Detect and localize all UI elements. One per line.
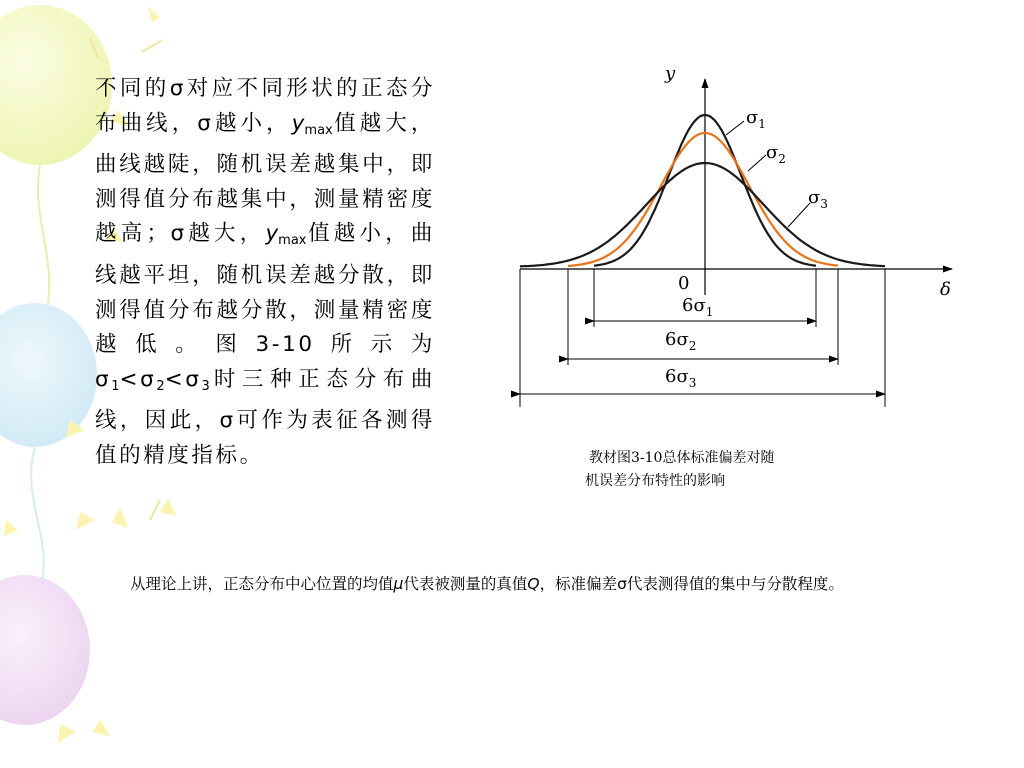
bottom-paragraph xyxy=(130,572,890,597)
leader-sigma-1 xyxy=(726,121,744,135)
label-6sigma-1: $6\sigma_1$ xyxy=(682,295,714,319)
balloon-pink xyxy=(0,575,90,725)
extension-lines xyxy=(520,269,885,407)
balloon-blue xyxy=(0,303,97,590)
left-text-part-4: 时三种正态分布曲线，因此，σ可作为表征各测得值的精度指标。 xyxy=(95,366,435,468)
bottom-text-part-2: 代表被测量的真值 xyxy=(403,575,528,593)
origin-label: 0 xyxy=(678,273,690,294)
y-symbol: y xyxy=(291,110,305,136)
less-than-sigma: <σ xyxy=(119,366,157,392)
left-paragraph xyxy=(95,72,435,474)
sigma-subscript-3: 3 xyxy=(201,378,210,394)
label-6sigma-2: $6\sigma_2$ xyxy=(665,329,697,353)
label-sigma-2: $\sigma_2$ xyxy=(766,142,786,166)
caption-line-1: 教材图3-10总体标准偏差对随 xyxy=(589,450,775,466)
left-text-part-2: 值越大，曲线越陡，随机误差越集中，即测得值分布越集中，测量精密度越高；σ越大， xyxy=(95,110,435,247)
bottom-text-part-1: 从理论上讲，正态分布中心位置的均值 xyxy=(130,575,394,593)
x-axis-label: δ xyxy=(940,279,951,300)
curve-sigma-3 xyxy=(520,163,885,266)
normal-distribution-figure xyxy=(500,55,970,425)
y-axis-label: y xyxy=(665,63,676,84)
label-sigma-1: $\sigma_1$ xyxy=(746,107,766,131)
leader-sigma-2 xyxy=(748,155,766,171)
leader-sigma-3 xyxy=(788,203,810,227)
max-subscript: max xyxy=(278,233,307,249)
label-sigma-3: $\sigma_3$ xyxy=(808,187,828,211)
bottom-text-part-3: ，标准偏差σ代表测得值的集中与分散程度。 xyxy=(539,575,844,593)
figure-caption xyxy=(585,447,865,493)
left-text-part-1: 不同的σ对应不同形状的正态分布曲线，σ越小， xyxy=(95,76,435,136)
mu-symbol: μ xyxy=(393,575,404,593)
max-subscript: max xyxy=(304,122,333,138)
caption-line-2: 机误差分布特性的影响 xyxy=(585,473,725,489)
label-6sigma-3: $6\sigma_3$ xyxy=(665,366,697,390)
y-symbol: y xyxy=(265,221,279,247)
sigma-subscript-1: 1 xyxy=(111,378,120,394)
left-text-part-3: 值越小，曲线越平坦，随机误差越分散，即测得值分布越分散，测量精密度越低。图3-10所示为σ xyxy=(95,221,435,392)
q-symbol: Q xyxy=(527,575,540,593)
curve-sigma-2 xyxy=(568,133,838,266)
less-than-sigma: <σ xyxy=(164,366,202,392)
sigma-subscript-2: 2 xyxy=(156,378,165,394)
